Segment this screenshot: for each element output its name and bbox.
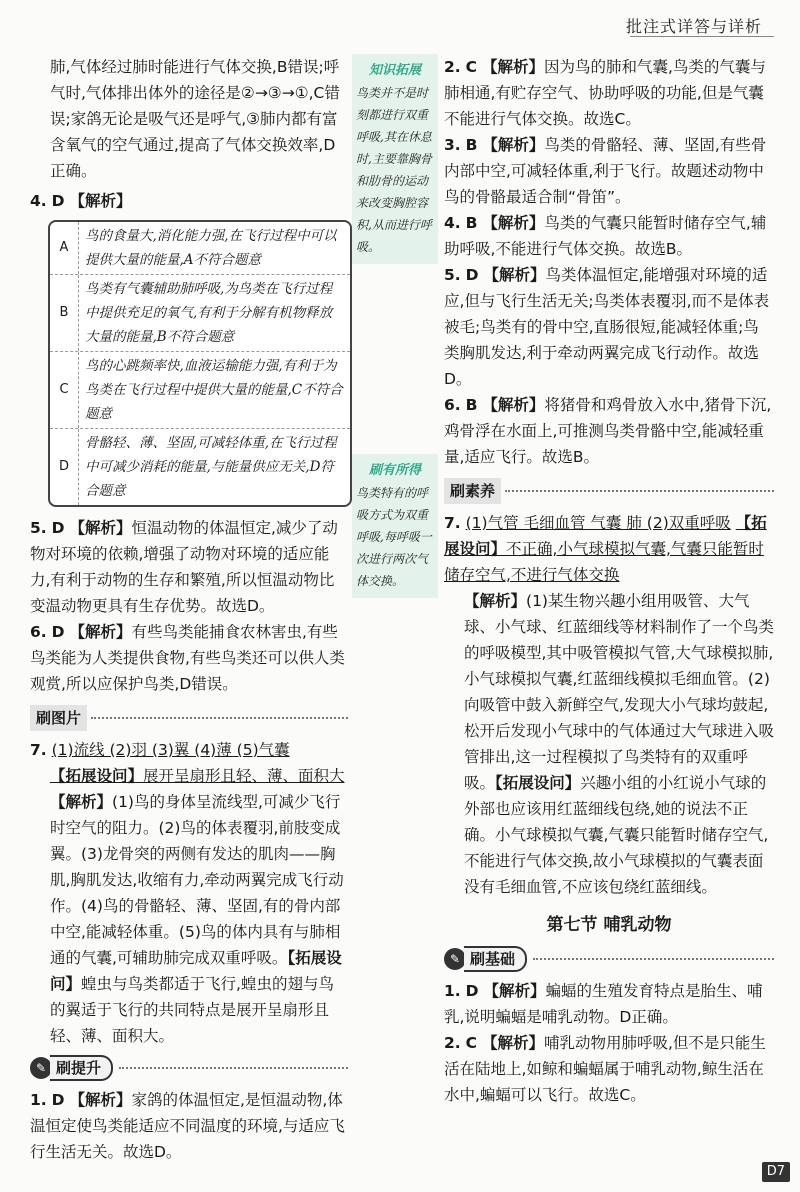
- answer-letter: D: [51, 623, 65, 641]
- knowledge-note: [352, 54, 438, 264]
- dotted-rule: [533, 958, 774, 960]
- question-number: 1.: [30, 1091, 47, 1109]
- question-1: [444, 978, 774, 1030]
- banner-label: 刷素养: [444, 478, 501, 504]
- analysis-tag: 【解析】: [69, 1091, 132, 1109]
- left-column: [30, 54, 348, 1165]
- analysis-text: 鸟类的气囊只能暂时储存空气,辅助呼吸,不能进行气体交换。故选B。: [444, 214, 767, 258]
- extension-answer: [30, 763, 348, 789]
- analysis-text: (1)某生物兴趣小组用吸管、大气球、小气球、红蓝细线等材料制作了一个鸟类的呼吸模型,其中吸管模拟气管,大气球模拟肺,小气球模拟气囊,红蓝细线模拟毛细血管。(2)向吸管中鼓入新鲜空气,发现大小气球均鼓起,松开后发现小气球中的气体通过大气球进入吸管排出,这一过程模拟了鸟类特有的双重呼吸。: [464, 592, 775, 792]
- analysis-tag: 【解析】: [464, 592, 527, 610]
- answer-letter: C: [465, 58, 478, 76]
- question-4: [30, 188, 348, 214]
- answer-letter: D: [465, 266, 479, 284]
- row-label: A: [50, 222, 79, 274]
- analysis-text: 蝗虫与鸟类都适于飞行,蝗虫的翅与鸟的翼适于飞行的共同特点是展开呈扇形且轻、薄、面积大。: [50, 975, 334, 1045]
- extension-text: 不正确,小气球模拟气囊,气囊只能暂时储存空气,不进行气体交换: [444, 540, 764, 584]
- question-number: 2.: [444, 1034, 461, 1052]
- note-text: 鸟类并不是时刻都进行双重呼吸,其在休息时,主要靠胸骨和肋骨的运动来改变胸腔容积,从而进行呼吸。: [356, 86, 432, 254]
- answer-letter: D: [51, 519, 65, 537]
- question-6: [30, 619, 348, 697]
- extension-tag: 【拓展设问】: [495, 774, 581, 792]
- table-row: [50, 351, 350, 428]
- question-number: 1.: [444, 982, 461, 1000]
- answer-line: (1)流线 (2)羽 (3)翼 (4)薄 (5)气囊: [51, 741, 290, 759]
- analysis-tag: 【解析】: [482, 214, 545, 232]
- analysis-text: 因为鸟的肺和气囊,鸟类的气囊与肺相通,有贮存空气、协助呼吸的功能,但是气囊不能进行气体交换。故选C。: [444, 58, 766, 128]
- answer-letter: B: [465, 396, 478, 414]
- analysis-block: [30, 789, 348, 1049]
- question-7: [30, 737, 348, 763]
- header-rule: [630, 36, 774, 37]
- dotted-rule: [119, 1067, 348, 1069]
- question-number: 2.: [444, 58, 461, 76]
- note-heading: 知识拓展: [368, 63, 421, 78]
- question-number: 3.: [444, 136, 461, 154]
- question-number: 5.: [444, 266, 461, 284]
- table-row: [50, 274, 350, 351]
- answer-letter: D: [51, 1091, 65, 1109]
- paragraph: 肺,气体经过肺时能进行气体交换,B错误;呼气时,气体排出体外的途径是②→③→①,C错误;家鸽无论是吸气还是呼气,③肺内都有富含氧气的空气通过,提高了气体交换效率,D正确。: [50, 58, 340, 180]
- row-text: 骨骼轻、薄、坚固,可减轻体重,在飞行过程中可减少消耗的能量,与能量供应无关,D符合题意: [85, 435, 337, 499]
- option-analysis-table: [48, 220, 352, 507]
- right-column: [444, 54, 774, 1108]
- extension-tag: 【拓展设问】: [50, 949, 342, 993]
- question-2: [444, 1030, 774, 1108]
- table-row: [50, 428, 350, 505]
- analysis-tag: 【解析】: [69, 623, 132, 641]
- book-icon: ✎: [30, 1057, 52, 1079]
- extension-tag: 【拓展设问】: [444, 514, 767, 558]
- row-text: 鸟类有气囊辅助肺呼吸,为鸟类在飞行过程中提供充足的氧气,有利于分解有机物释放大量的能量,B不符合题意: [85, 281, 333, 345]
- question-number: 4.: [30, 192, 47, 210]
- analysis-tag: 【解析】: [481, 1034, 544, 1052]
- row-label: C: [50, 352, 79, 428]
- answer-letter: B: [465, 214, 478, 232]
- analysis-text: 哺乳动物用肺呼吸,但不是只能生活在陆地上,如鲸和蝙蝠属于哺乳动物,鲸生活在水中,蝙蝠可以飞行。故选C。: [444, 1034, 766, 1104]
- note-heading: 刷有所得: [368, 463, 421, 478]
- side-notes: [352, 54, 438, 598]
- note-text: 鸟类特有的呼吸方式为双重呼吸,每呼吸一次进行两次气体交换。: [356, 486, 432, 588]
- answer-letter: D: [51, 192, 65, 210]
- question-number: 7.: [30, 741, 47, 759]
- takeaway-note: [352, 454, 438, 598]
- analysis-text: 恒温动物的体温恒定,减少了动物对环境的依赖,增强了动物对环境的适应能力,有利于动物的生存和繁殖,所以恒温动物比变温动物更具有生存优势。故选D。: [30, 519, 338, 615]
- analysis-text: (1)鸟的身体呈流线型,可减少飞行时空气的阻力。(2)鸟的体表覆羽,前肢变成翼。(3)龙骨突的两侧有发达的肌肉——胸肌,胸肌发达,收缩有力,牵动两翼完成飞行动作。(4)鸟的骨骼轻、薄、坚固,有的骨内部中空,能减轻体重。(5)鸟的体内具有与肺相通的气囊,可辅助肺完成双重呼吸。: [50, 793, 344, 967]
- question-number: 5.: [30, 519, 47, 537]
- book-icon: ✎: [444, 948, 466, 970]
- row-text: 鸟的食量大,消化能力强,在飞行过程中可以提供大量的能量,A不符合题意: [85, 228, 337, 268]
- analysis-tag: 【解析】: [481, 58, 544, 76]
- section-pill: [30, 1055, 348, 1081]
- analysis-text: 兴趣小组的小红说小气球的外部也应该用红蓝细线包绕,她的说法不正确。小气球模拟气囊,气囊只能暂时储存空气,不能进行气体交换,故小气球模拟的气囊表面没有毛细血管,不应该包绕红蓝细线。: [464, 774, 769, 896]
- analysis-text: 家鸽的体温恒定,是恒温动物,体温恒定使鸟类能适应不同温度的环境,与适应飞行生活无关。故选D。: [30, 1091, 345, 1161]
- question-number: 6.: [444, 396, 461, 414]
- question-3: [444, 132, 774, 210]
- page-number: D7: [762, 1162, 790, 1182]
- answer-letter: D: [465, 982, 479, 1000]
- section-title: 第七节 哺乳动物: [546, 915, 672, 935]
- question-number: 7.: [444, 514, 461, 532]
- analysis-text: 将猪骨和鸡骨放入水中,猪骨下沉,鸡骨浮在水面上,可推测鸟类骨骼中空,能减轻重量,适应飞行。故选B。: [444, 396, 772, 466]
- row-label: D: [50, 429, 79, 505]
- question-5: [444, 262, 774, 392]
- question-number: 4.: [444, 214, 461, 232]
- analysis-text: 鸟类的骨骼轻、薄、坚固,有些骨内部中空,可减轻体重,利于飞行。故题述动物中鸟的骨骼最适合制“骨笛”。: [444, 136, 767, 206]
- table-row: [50, 222, 350, 274]
- row-text: 鸟的心跳频率快,血液运输能力强,有利于为鸟类在飞行过程中提供大量的能量,C不符合题意: [85, 358, 343, 422]
- analysis-tag: 【解析】: [69, 192, 132, 210]
- analysis-block: [444, 588, 774, 900]
- question-2: [444, 54, 774, 132]
- extension-tag: 【拓展设问】: [50, 767, 144, 785]
- analysis-text: 蝙蝠的生殖发育特点是胎生、哺乳,说明蝙蝠是哺乳动物。D正确。: [444, 982, 763, 1026]
- analysis-tag: 【解析】: [483, 982, 546, 1000]
- row-label: B: [50, 275, 79, 351]
- analysis-tag: 【解析】: [50, 793, 113, 811]
- banner-label: 刷图片: [30, 705, 87, 731]
- header-title: 批注式详答与详析: [625, 17, 762, 36]
- analysis-text: 有些鸟类能捕食农林害虫,有些鸟类能为人类提供食物,有些鸟类还可以供人类观赏,所以应保护鸟类,D错误。: [30, 623, 345, 693]
- analysis-tag: 【解析】: [69, 519, 132, 537]
- analysis-tag: 【解析】: [482, 136, 545, 154]
- question-1: [30, 1087, 348, 1165]
- answer-letter: B: [465, 136, 478, 154]
- question-7: [444, 510, 774, 588]
- dotted-rule: [505, 490, 774, 492]
- pill-label: 刷基础: [464, 946, 527, 972]
- question-4: [444, 210, 774, 262]
- question-number: 6.: [30, 623, 47, 641]
- answer-letter: C: [465, 1034, 478, 1052]
- analysis-tag: 【解析】: [483, 266, 546, 284]
- dotted-rule: [91, 717, 348, 719]
- section-banner: [30, 705, 348, 731]
- pill-label: 刷提升: [50, 1055, 113, 1081]
- section-banner: [444, 478, 774, 504]
- extension-text: 展开呈扇形且轻、薄、面积大: [143, 767, 345, 785]
- question-5: [30, 515, 348, 619]
- question-6: [444, 392, 774, 470]
- analysis-text: 鸟类体温恒定,能增强对环境的适应,但与飞行生活无关;鸟类体表覆羽,而不是体表被毛;鸟类有的骨中空,直肠很短,能减轻体重;鸟类胸肌发达,利于牵动两翼完成飞行动作。故选D。: [444, 266, 770, 388]
- section-pill: [444, 946, 774, 972]
- answer-line: (1)气管 毛细血管 气囊 肺 (2)双重呼吸: [465, 514, 731, 532]
- analysis-tag: 【解析】: [482, 396, 545, 414]
